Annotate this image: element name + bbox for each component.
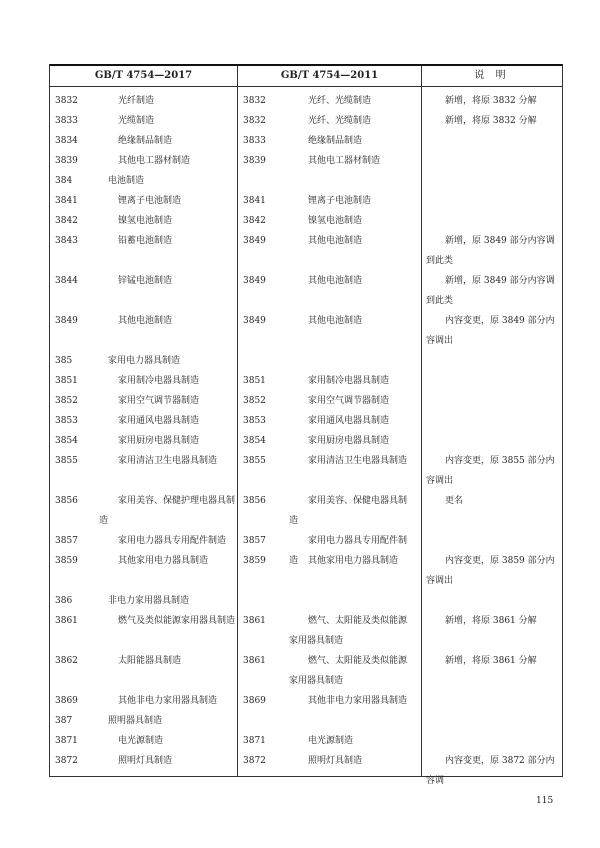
code-2017: 3871 (55, 736, 78, 746)
name-2011: 绝缘制品制造 (308, 136, 363, 146)
code-2017: 3852 (55, 396, 78, 406)
code-2011: 3841 (243, 196, 266, 206)
name-2011: 镍氢电池制造 (308, 216, 363, 226)
code-2017: 3859 (55, 556, 78, 566)
name-2017: 镍氢电池制造 (118, 216, 173, 226)
table-row (50, 231, 562, 271)
name-2017: 电光源制造 (118, 736, 164, 746)
note-cell: 内容变更，原 3872 部分内容调 (426, 756, 555, 786)
code-2011: 3861 (243, 656, 266, 666)
code-2017: 3854 (55, 436, 78, 446)
code-2017: 3853 (55, 416, 78, 426)
code-2017: 3839 (55, 156, 78, 166)
name-2011: 光纤、光缆制造 (308, 96, 372, 106)
name-2011: 其他电池制造 (308, 236, 363, 246)
note-cell: 新增，将原 3861 分解 (445, 656, 537, 666)
name-2011: 电光源制造 (308, 736, 354, 746)
name-2011: 锂离子电池制造 (308, 196, 372, 206)
code-2011: 3861 (243, 616, 266, 626)
code-2017: 3855 (55, 456, 78, 466)
table-row (50, 551, 562, 591)
table-row (50, 491, 562, 531)
table-row (50, 431, 562, 451)
code-2011: 3871 (243, 736, 266, 746)
code-2011: 3856 (243, 496, 266, 506)
code-2011: 3839 (243, 156, 266, 166)
table-row (50, 351, 562, 371)
name-2017: 燃气及类似能源家用器具制造 (118, 616, 236, 626)
code-2017: 3844 (55, 276, 78, 286)
table-row (50, 591, 562, 611)
header-gbt4754-2011: GB/T 4754—2011 (280, 70, 379, 81)
code-2017: 3834 (55, 136, 78, 146)
table-row (50, 111, 562, 131)
name-2011: 其他家用电力器具制造 (308, 556, 399, 566)
table-row (50, 651, 562, 691)
name-2017: 家用制冷电器具制造 (118, 376, 200, 386)
table-row (50, 191, 562, 211)
table-row (50, 691, 562, 711)
name-2017: 铅蓄电池制造 (118, 236, 173, 246)
name-2011: 家用通风电器具制造 (308, 416, 390, 426)
code-2017: 3832 (55, 96, 78, 106)
code-2011: 3859 (243, 556, 266, 566)
note-cell: 新增，原 3849 部分内容调到此类 (426, 236, 555, 266)
code-2017: 384 (55, 176, 73, 186)
name-2017: 其他非电力家用器具制造 (118, 696, 218, 706)
code-2011: 3849 (243, 236, 266, 246)
note-cell: 内容变更，原 3855 部分内容调出 (426, 456, 555, 486)
note-cell: 内容变更，原 3859 部分内容调出 (426, 556, 555, 586)
name-2011: 家用清洁卫生电器具制造 (308, 456, 408, 466)
name-2017: 光纤制造 (118, 96, 155, 106)
name-2017: 家用通风电器具制造 (118, 416, 200, 426)
name-2017: 其他电工器材制造 (118, 156, 191, 166)
name-2017: 家用清洁卫生电器具制造 (118, 456, 218, 466)
table-row (50, 451, 562, 491)
note-cell: 新增，将原 3832 分解 (445, 116, 537, 126)
name-2011: 其他电池制造 (308, 316, 363, 326)
code-2017: 3857 (55, 536, 78, 546)
name-2017: 家用厨房电器具制造 (118, 436, 200, 446)
name-2011: 家用空气调节器制造 (308, 396, 390, 406)
code-2017: 3851 (55, 376, 78, 386)
name-2011: 燃气、太阳能及类似能源家用器具制造 (289, 616, 408, 646)
code-2011: 3869 (243, 696, 266, 706)
name-2017: 家用电力器具制造 (108, 356, 181, 366)
table-row (50, 271, 562, 311)
name-2017: 锂离子电池制造 (118, 196, 182, 206)
code-2011: 3833 (243, 136, 266, 146)
page-number: 115 (536, 796, 554, 806)
name-2017: 电池制造 (108, 176, 145, 186)
code-2017: 387 (55, 716, 73, 726)
code-2017: 3849 (55, 316, 78, 326)
code-2017: 3843 (55, 236, 78, 246)
code-2011: 3857 (243, 536, 266, 546)
table-row (50, 171, 562, 191)
name-2011: 燃气、太阳能及类似能源家用器具制造 (289, 656, 408, 686)
name-2017: 太阳能器具制造 (118, 656, 182, 666)
code-2011: 3842 (243, 216, 266, 226)
table-row (50, 611, 562, 651)
code-2017: 385 (55, 356, 73, 366)
code-2017: 3861 (55, 616, 78, 626)
classification-table (49, 64, 563, 786)
name-2017: 家用空气调节器制造 (118, 396, 200, 406)
table-row (50, 311, 562, 351)
code-2017: 3872 (55, 756, 78, 766)
note-cell: 新增，将原 3861 分解 (445, 616, 537, 626)
note-cell: 更名 (445, 496, 464, 506)
name-2011: 家用厨房电器具制造 (308, 436, 390, 446)
name-2011: 家用电力器具专用配件制造 (289, 536, 408, 566)
code-2017: 3862 (55, 656, 78, 666)
code-2011: 3832 (243, 96, 266, 106)
name-2011: 其他电工器材制造 (308, 156, 381, 166)
name-2011: 家用美容、保健电器具制造 (289, 496, 408, 526)
name-2017: 照明灯具制造 (118, 756, 173, 766)
table-row (50, 751, 562, 786)
note-cell: 新增，将原 3832 分解 (445, 96, 537, 106)
code-2011: 3852 (243, 396, 266, 406)
name-2017: 家用美容、保健护理电器具制造 (99, 496, 236, 526)
code-2011: 3854 (243, 436, 266, 446)
table-row (50, 371, 562, 391)
table-header (50, 66, 562, 87)
name-2017: 非电力家用器具制造 (108, 596, 190, 606)
name-2017: 绝缘制品制造 (118, 136, 173, 146)
name-2011: 照明灯具制造 (308, 756, 363, 766)
name-2017: 光缆制造 (118, 116, 155, 126)
table-body (50, 91, 562, 786)
table-row (50, 711, 562, 731)
name-2011: 其他非电力家用器具制造 (308, 696, 408, 706)
code-2011: 3872 (243, 756, 266, 766)
name-2017: 家用电力器具专用配件制造 (118, 536, 227, 546)
name-2011: 家用制冷电器具制造 (308, 376, 390, 386)
table-row (50, 731, 562, 751)
note-cell: 内容变更，原 3849 部分内容调出 (426, 316, 555, 346)
code-2017: 3841 (55, 196, 78, 206)
table-row (50, 211, 562, 231)
table-row (50, 411, 562, 431)
name-2017: 锌锰电池制造 (118, 276, 173, 286)
table-row (50, 131, 562, 151)
header-note: 说 明 (474, 70, 510, 81)
code-2017: 3842 (55, 216, 78, 226)
code-2011: 3849 (243, 316, 266, 326)
code-2017: 3869 (55, 696, 78, 706)
name-2017: 照明器具制造 (108, 716, 163, 726)
code-2017: 3833 (55, 116, 78, 126)
code-2011: 3855 (243, 456, 266, 466)
name-2011: 光纤、光缆制造 (308, 116, 372, 126)
code-2017: 3856 (55, 496, 78, 506)
code-2011: 3849 (243, 276, 266, 286)
code-2011: 3832 (243, 116, 266, 126)
note-cell: 新增，原 3849 部分内容调到此类 (426, 276, 555, 306)
code-2011: 3853 (243, 416, 266, 426)
name-2017: 其他家用电力器具制造 (118, 556, 209, 566)
header-gbt4754-2017: GB/T 4754—2017 (94, 70, 193, 81)
table-row (50, 91, 562, 111)
code-2017: 386 (55, 596, 73, 606)
table-row (50, 391, 562, 411)
table-row (50, 151, 562, 171)
name-2011: 其他电池制造 (308, 276, 363, 286)
code-2011: 3851 (243, 376, 266, 386)
name-2017: 其他电池制造 (118, 316, 173, 326)
